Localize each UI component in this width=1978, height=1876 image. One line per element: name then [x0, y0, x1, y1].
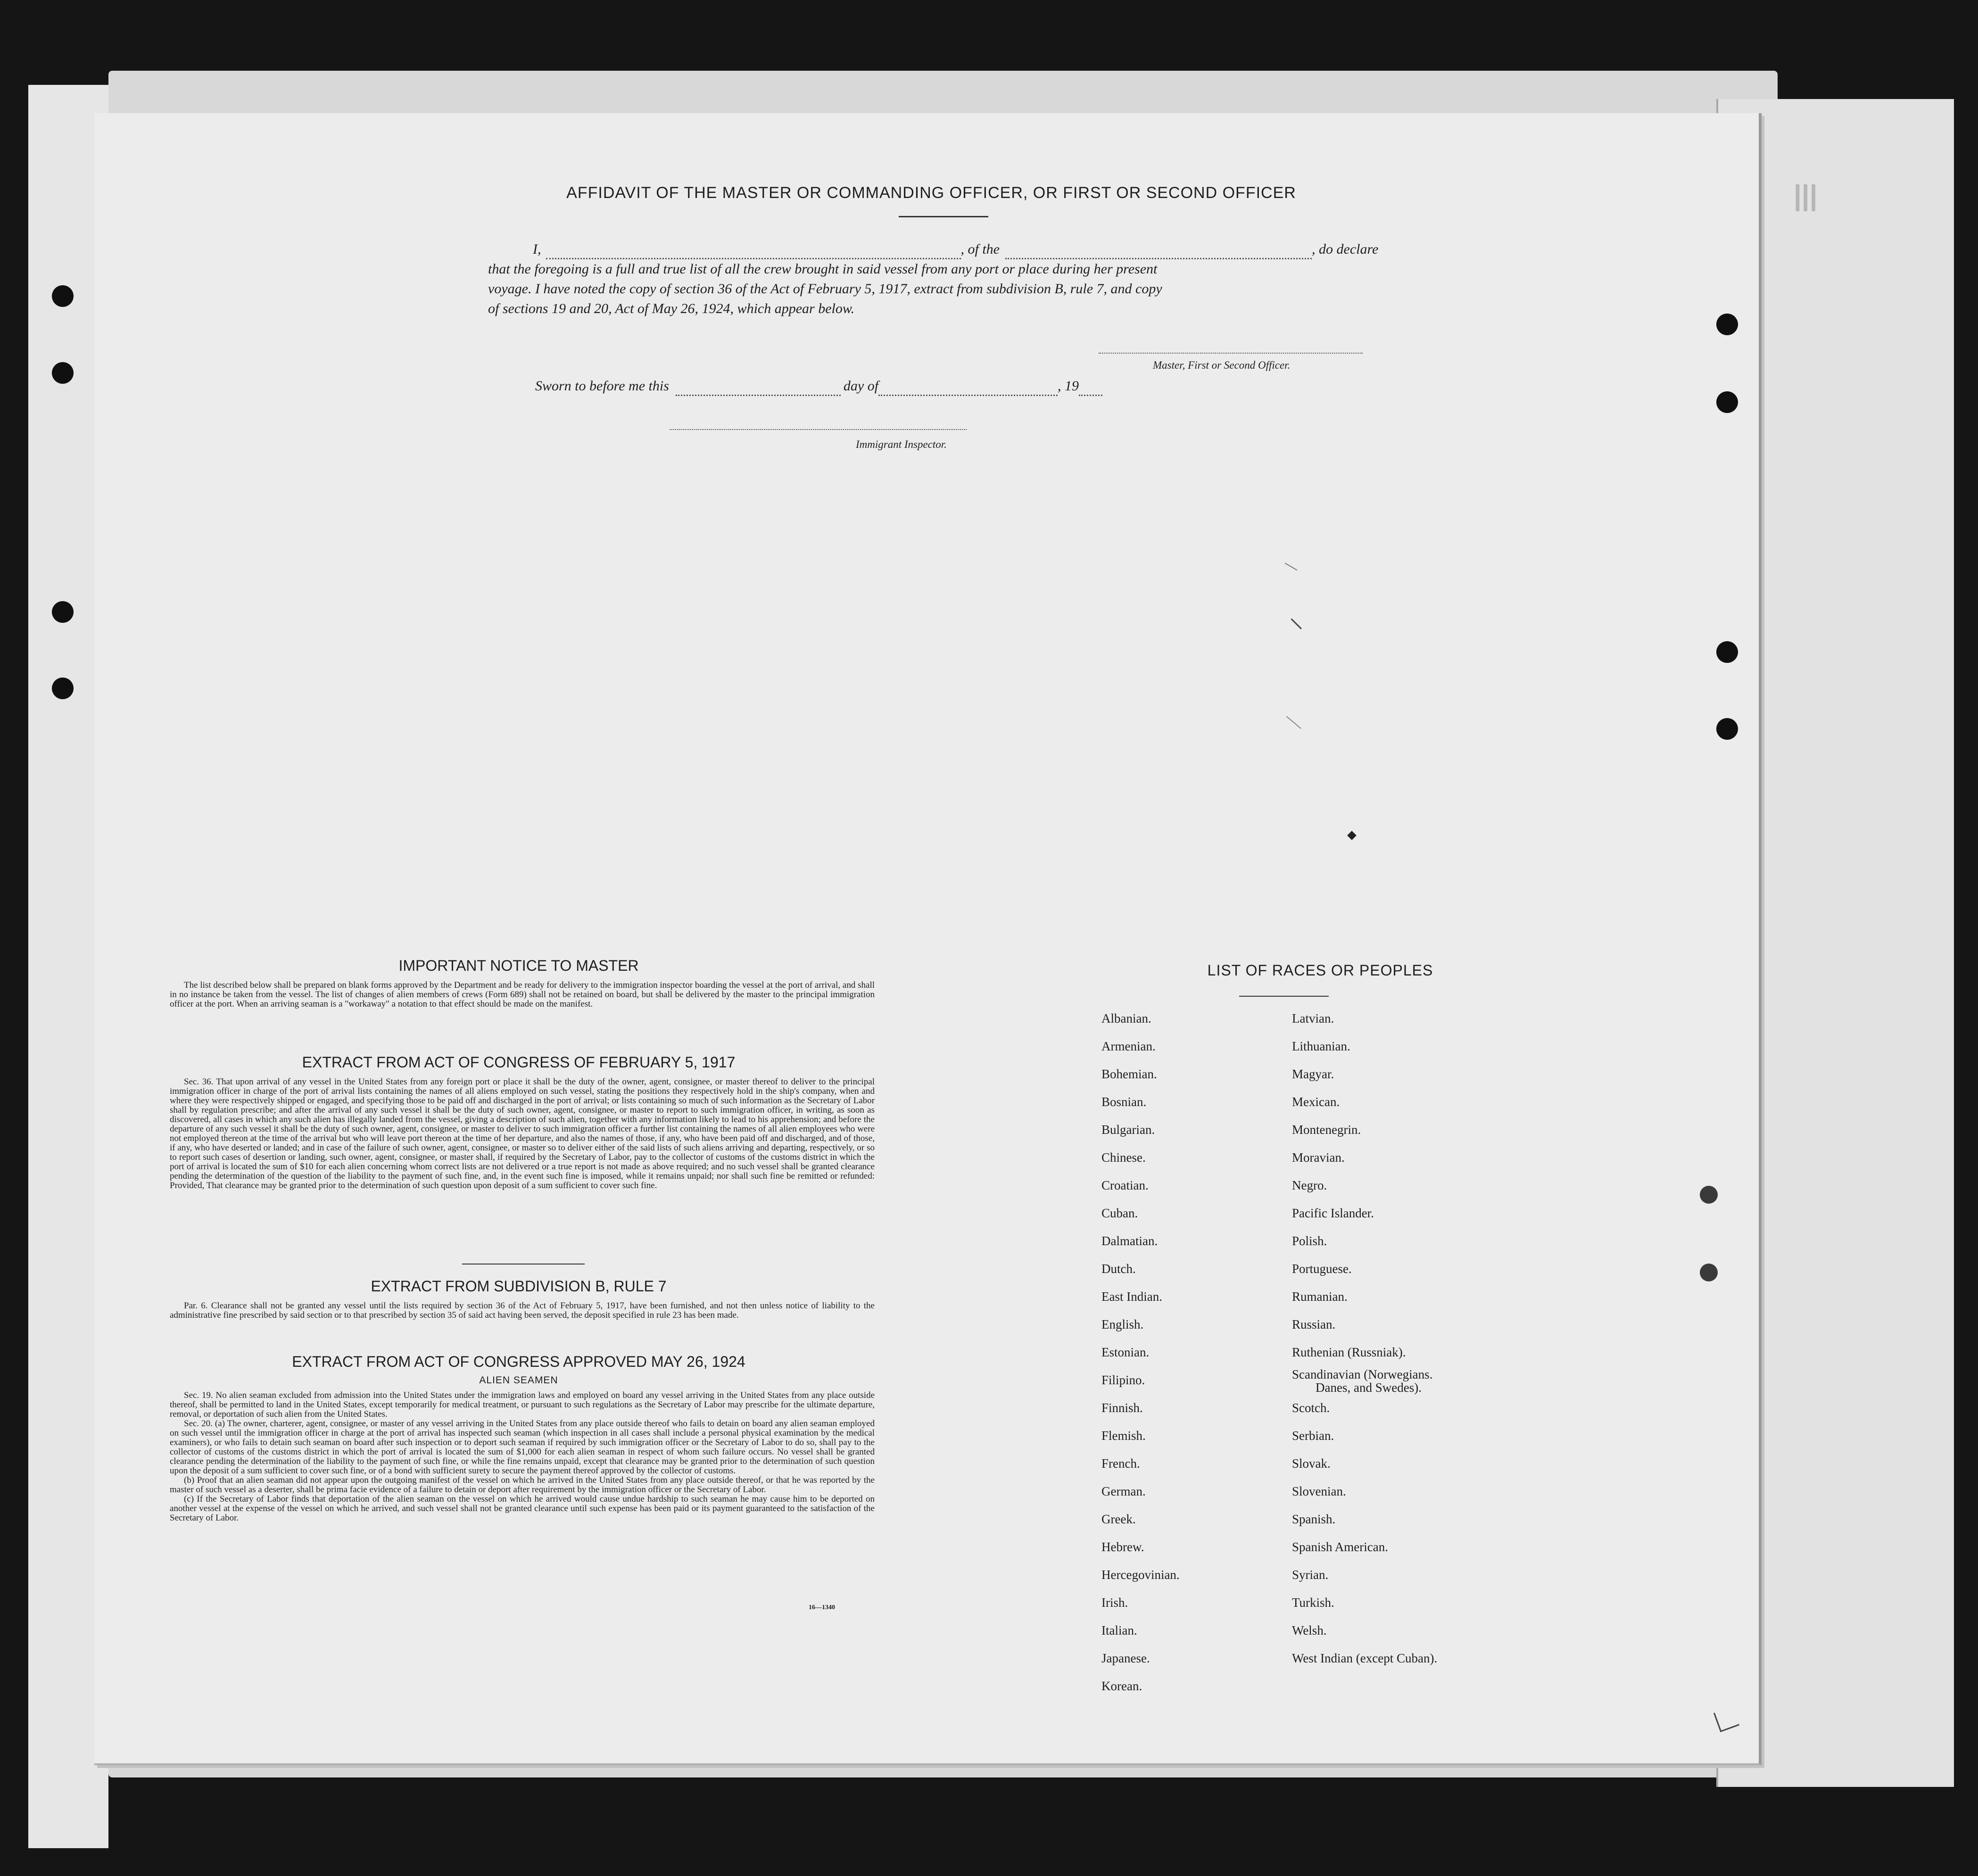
affidavit-declaration [488, 240, 1459, 319]
race-item: Armenian. [1101, 1039, 1156, 1053]
race-item: Welsh. [1292, 1623, 1327, 1637]
race-item: Dutch. [1101, 1262, 1136, 1276]
act-1924-body [170, 1391, 875, 1523]
punch-hole [1716, 641, 1738, 663]
sec20c-paragraph: (c) If the Secretary of Labor finds that deportation of the alien seaman on the vessel on which he arrived would cause undue hardship to such seaman he may cause him to be deported on another vessel at the expense of the vessel on which he arrived, and such vessel shall not be granted clearance until such expense has been paid or its payment guaranteed to the satisfaction of the Secretary of Labor. [170, 1494, 875, 1523]
sworn-year-field[interactable] [1079, 395, 1102, 396]
race-item: Mexican. [1292, 1095, 1340, 1109]
rule7-body [170, 1301, 875, 1320]
punch-hole [1716, 314, 1738, 335]
sec20b-paragraph: (b) Proof that an alien seaman did not appear upon the outgoing manifest of the vessel on which he arrived in the United States from any place outside thereof, or that he was reported by the master of such vessel as a deserter, shall be prima facie evidence of a failure to detain or deport after requirement by the immigration officer or the Secretary of Labor. [170, 1475, 875, 1495]
race-item: Serbian. [1292, 1429, 1334, 1443]
punch-hole [1700, 1186, 1718, 1204]
day-of-label: day of [843, 378, 879, 394]
affidavit-title: AFFIDAVIT OF THE MASTER OR COMMANDING OFFICER, OR FIRST OR SECOND OFFICER [566, 184, 1296, 202]
race-item: Estonian. [1101, 1345, 1150, 1359]
sec19-paragraph: Sec. 19. No alien seaman excluded from admission into the United States under the immigration laws and employed on board any vessel arriving in the United States from any place outside thereof, shall be permitted to land in the United States, except temporarily for medical treatment, or pursuant to such regulations as the Secretary of Labor may prescribe for the ultimate departure, removal, or deportation of such alien from the United States. [170, 1390, 875, 1419]
declarant-label: I, [533, 241, 541, 257]
pen-mark [1282, 562, 1298, 575]
inspector-label: Immigrant Inspector. [856, 438, 947, 450]
race-item: German. [1101, 1484, 1146, 1498]
sworn-line [535, 376, 1102, 396]
notice-paragraph: The list described below shall be prepared on blank forms approved by the Department and be ready for delivery to the immigration inspector boarding the vessel at the port of arrival, and shall in no instance be taken from the vessel. The list of changes of alien members of crews (Form 689) shall not be retained on board, but shall be delivered by the master to the principal immigration officer at the port. When an arriving seaman is a "workaway" a notation to that effect should be made on the manifest. [170, 980, 875, 1009]
punch-hole [1716, 718, 1738, 740]
race-item: Scotch. [1292, 1401, 1330, 1415]
race-item: Spanish. [1292, 1512, 1336, 1526]
form-number: 16—1340 [809, 1604, 835, 1611]
race-item: French. [1101, 1456, 1140, 1471]
race-item: Turkish. [1292, 1595, 1334, 1610]
race-item: Scandinavian (Norwegians. [1292, 1367, 1433, 1381]
pen-mark [1287, 619, 1302, 634]
act-1917-title: EXTRACT FROM ACT OF CONGRESS OF FEBRUARY 5, 1917 [302, 1054, 736, 1071]
race-item: Finnish. [1101, 1401, 1143, 1415]
of-the-label: , of the [960, 241, 1000, 257]
binder-hole [52, 362, 74, 384]
race-item: Cuban. [1101, 1206, 1138, 1220]
pen-mark [1283, 716, 1301, 733]
race-item: Rumanian. [1292, 1289, 1348, 1304]
binder-hole [52, 678, 74, 699]
race-item: Negro. [1292, 1178, 1327, 1192]
races-title: LIST OF RACES OR PEOPLES [1207, 962, 1433, 979]
do-declare-label: , do declare [1312, 241, 1379, 257]
race-item: Ruthenian (Russniak). [1292, 1345, 1406, 1359]
race-item: Latvian. [1292, 1011, 1334, 1025]
race-item: Dalmatian. [1101, 1234, 1158, 1248]
race-item: Korean. [1101, 1679, 1142, 1693]
race-item: Pacific Islander. [1292, 1206, 1374, 1220]
race-item: Filipino. [1101, 1373, 1145, 1387]
race-item: Japanese. [1101, 1651, 1150, 1665]
race-item: Russian. [1292, 1317, 1336, 1331]
year-label: , 19 [1058, 378, 1079, 394]
declaration-line: that the foregoing is a full and true list of all the crew brought in said vessel from any port or place during her present [488, 261, 1158, 277]
race-item: Portuguese. [1292, 1262, 1352, 1276]
pen-mark [1347, 831, 1357, 840]
declaration-line: voyage. I have noted the copy of section 36 of the Act of February 5, 1917, extract from subdivision B, rule 7, and copy [488, 281, 1162, 297]
race-item: Bosnian. [1101, 1095, 1147, 1109]
punch-hole [1700, 1264, 1718, 1281]
ghost-text-mark: ||| [1794, 180, 1818, 211]
race-item: Lithuanian. [1292, 1039, 1350, 1053]
race-item: Flemish. [1101, 1429, 1146, 1443]
race-item: Greek. [1101, 1512, 1136, 1526]
pen-mark [1713, 1706, 1739, 1732]
race-item: Albanian. [1101, 1011, 1151, 1025]
race-item: Magyar. [1292, 1067, 1334, 1081]
binder-hole [52, 601, 74, 623]
sworn-label: Sworn to before me this [535, 378, 669, 394]
act-1917-body [170, 1077, 875, 1190]
race-item: Moravian. [1292, 1150, 1345, 1165]
title-rule [899, 216, 988, 217]
race-item: Bulgarian. [1101, 1123, 1155, 1137]
alien-seamen-subtitle: ALIEN SEAMEN [479, 1375, 558, 1386]
act-1924-title: EXTRACT FROM ACT OF CONGRESS APPROVED MAY 26, 1924 [292, 1353, 745, 1370]
race-item: English. [1101, 1317, 1144, 1331]
race-item: Slovak. [1292, 1456, 1331, 1471]
race-item: Chinese. [1101, 1150, 1146, 1165]
race-item: Spanish American. [1292, 1540, 1388, 1554]
race-item: Polish. [1292, 1234, 1327, 1248]
race-item-continuation: Danes, and Swedes). [1316, 1380, 1422, 1395]
race-item: Hercegovinian. [1101, 1568, 1180, 1582]
punch-hole [1716, 391, 1738, 413]
race-item: Croatian. [1101, 1178, 1149, 1192]
race-item: Syrian. [1292, 1568, 1329, 1582]
race-item: Italian. [1101, 1623, 1137, 1637]
sec36-paragraph: Sec. 36. That upon arrival of any vessel in the United States from any foreign port or place it shall be the duty of the owner, agent, consignee, or master thereof to deliver to the principal immigration officer in charge of the port of arrival lists containing the names of all aliens employed on such vessel, stating the positions they respectively hold in the ship's company, when and where they were respectively shipped or engaged, and specifying those to be paid off and discharged in the port of arrival; or lists containing so much of such information as the Secretary of Labor shall by regulation prescribe; and after the arrival of any such vessel it shall be the duty of such owner, agent, consignee, or master to report to such immigration officer, in writing, as soon as discovered, all cases in which any such alien has illegally landed from the vessel, giving a description of such alien, together with any information likely to lead to his apprehension; and before the departure of any such vessel it shall be the duty of such owner, agent, consignee, or master to deliver to such immigration officer a further list containing the names of all alien employees who were not employed thereon at the time of the arrival but who will leave port thereon at the time of her departure, and also the names of those, if any, who have been paid off and discharged, and of those, if any, who have deserted or landed; and in case of the failure of such owner, agent, consignee, or master so to deliver either of the said lists of such aliens arriving and departing, respectively, or so to report such cases of desertion or landing, such owner, agent, consignee, or master shall, if required by the Secretary of Labor, pay to the collector of customs of the customs district in which the port of arrival is located the sum of $10 for each alien concerning whom correct lists are not delivered or a true report is not made as above required; and no such vessel shall be granted clearance pending the determination of the question of the liability to the payment of such fine, and, in the event such fine is imposed, while it remains unpaid; nor shall such fine be remitted or refunded: Provided, That clearance may be granted prior to the determination of such question upon deposit of a sum sufficient to cover such fine. [170, 1077, 875, 1190]
sec20a-paragraph: Sec. 20. (a) The owner, charterer, agent, consignee, or master of any vessel arriving in the United States from any place outside thereof who fails to detain on board any alien seaman employed on such vessel until the immigration officer in charge at the port of arrival has inspected such seaman (which inspection in all cases shall include a personal physical examination by the medical examiners), or who fails to detain such seaman on board after such inspection or to deport such seaman if required by such immigration officer or the Secretary of Labor to do so, shall pay to the collector of customs of the customs district in which the port of arrival is located the sum of $1,000 for each alien seaman in respect of whom such failure occurs. No vessel shall be granted clearance pending the determination of the liability to the payment of such fine, or while the fine remains unpaid, except that clearance may be granted prior to the determination of such question upon the deposit of a sum sufficient to cover such fine, or of a bond with sufficient surety to secure the payment thereof approved by the collector of customs. [170, 1419, 875, 1476]
binder-hole [52, 285, 74, 307]
master-signature-line[interactable] [1099, 353, 1363, 354]
notice-title: IMPORTANT NOTICE TO MASTER [398, 957, 639, 974]
notice-body [170, 981, 875, 1009]
races-title-rule [1239, 996, 1329, 997]
inspector-signature-line[interactable] [670, 429, 967, 430]
race-item: East Indian. [1101, 1289, 1162, 1304]
sworn-month-field[interactable] [878, 395, 1058, 396]
master-signature-label: Master, First or Second Officer. [1153, 359, 1291, 371]
sworn-day-field[interactable] [676, 395, 841, 396]
declaration-line: of sections 19 and 20, Act of May 26, 1924, which appear below. [488, 301, 855, 316]
race-item: Hebrew. [1101, 1540, 1144, 1554]
race-item: Montenegrin. [1292, 1123, 1361, 1137]
race-item: Slovenian. [1292, 1484, 1346, 1498]
document-page [94, 113, 1762, 1765]
race-item: West Indian (except Cuban). [1292, 1651, 1438, 1665]
rule7-title: EXTRACT FROM SUBDIVISION B, RULE 7 [371, 1278, 667, 1295]
par6-paragraph: Par. 6. Clearance shall not be granted any vessel until the lists required by section 36 of the Act of February 5, 1917, have been furnished, and not then unless notice of liability to the administrative fine prescribed by said section or to that prescribed by section 35 of said act having been served, the deposit specified in rule 23 has been made. [170, 1301, 875, 1320]
race-item: Irish. [1101, 1595, 1128, 1610]
race-item: Bohemian. [1101, 1067, 1157, 1081]
